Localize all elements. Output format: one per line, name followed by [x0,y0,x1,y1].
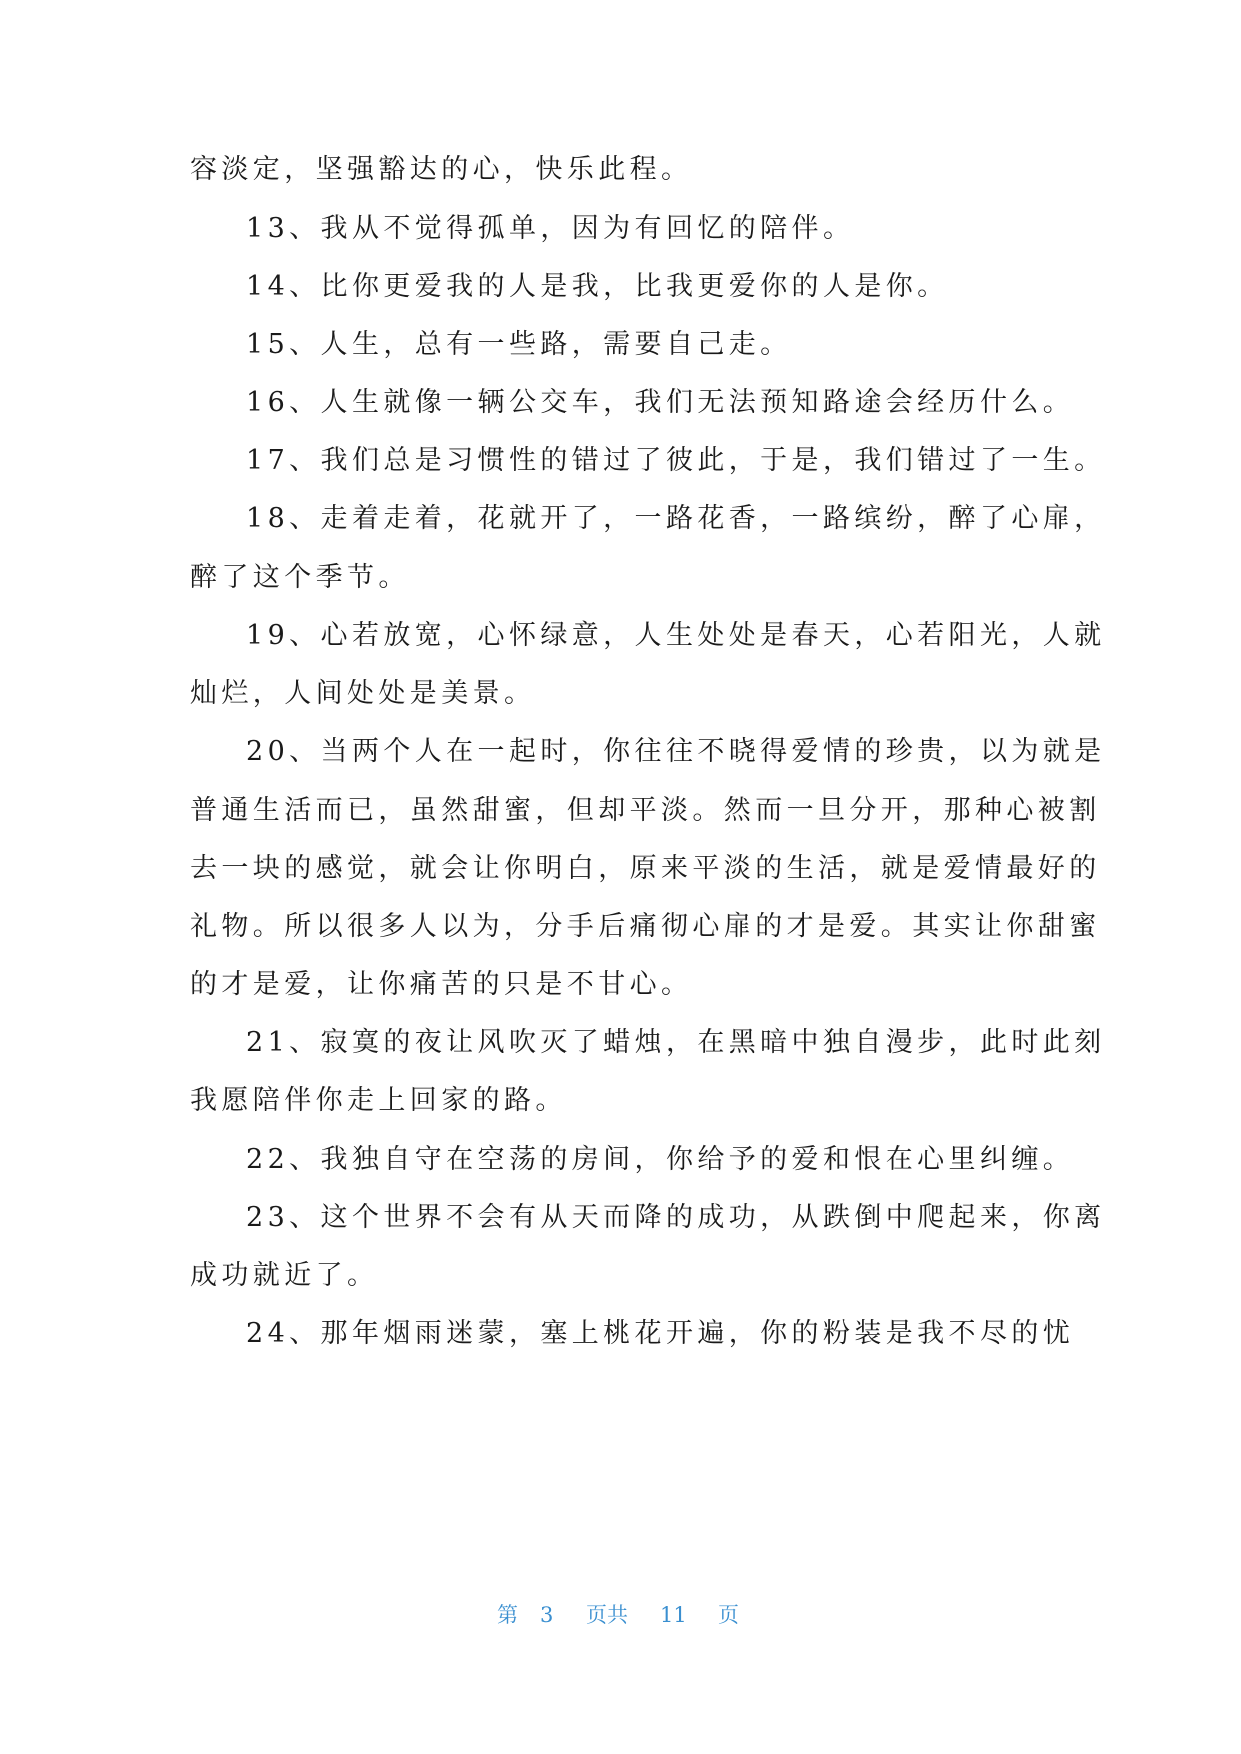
page-label-prefix: 第 [497,1603,518,1627]
text-line: 成功就近了。 [190,1260,379,1291]
text-line: 去一块的感觉，就会让你明白，原来平淡的生活，就是爱情最好的 [190,853,1101,884]
text-line: 普通生活而已，虽然甜蜜，但却平淡。然而一旦分开，那种心被割 [190,795,1101,826]
total-pages-number: 11 [660,1603,687,1627]
text-line: 15、人生，总有一些路，需要自己走。 [246,329,792,360]
text-line: 灿烂，人间处处是美景。 [190,678,536,709]
text-line: 23、这个世界不会有从天而降的成功，从跌倒中爬起来，你离 [246,1202,1106,1233]
text-line: 醉了这个季节。 [190,562,410,593]
text-line: 14、比你更爱我的人是我，比我更爱你的人是你。 [246,271,949,302]
text-line: 22、我独自守在空荡的房间，你给予的爱和恨在心里纠缠。 [246,1144,1075,1175]
page-label-suffix: 页 [718,1603,739,1627]
text-line: 13、我从不觉得孤单，因为有回忆的陪伴。 [246,213,855,244]
text-line: 17、我们总是习惯性的错过了彼此，于是，我们错过了一生。 [246,445,1106,476]
text-line: 的才是爱，让你痛苦的只是不甘心。 [190,969,693,1000]
current-page-number: 3 [540,1603,554,1627]
page-footer [0,1595,1241,1635]
text-line: 24、那年烟雨迷蒙，塞上桃花开遍，你的粉装是我不尽的忧 [246,1318,1075,1349]
page-label-mid: 页共 [586,1603,628,1627]
text-line: 18、走着走着，花就开了，一路花香，一路缤纷，醉了心扉， [246,503,1106,534]
text-line: 20、当两个人在一起时，你往往不晓得爱情的珍贵，以为就是 [246,736,1106,767]
text-line: 21、寂寞的夜让风吹灭了蜡烛，在黑暗中独自漫步，此时此刻 [246,1027,1106,1058]
text-line: 礼物。所以很多人以为，分手后痛彻心扉的才是爱。其实让你甜蜜 [190,911,1101,942]
text-line: 19、心若放宽，心怀绿意，人生处处是春天，心若阳光，人就 [246,620,1106,651]
text-line: 我愿陪伴你走上回家的路。 [190,1085,567,1116]
text-line: 16、人生就像一辆公交车，我们无法预知路途会经历什么。 [246,387,1075,418]
text-line: 容淡定，坚强豁达的心，快乐此程。 [190,154,693,185]
